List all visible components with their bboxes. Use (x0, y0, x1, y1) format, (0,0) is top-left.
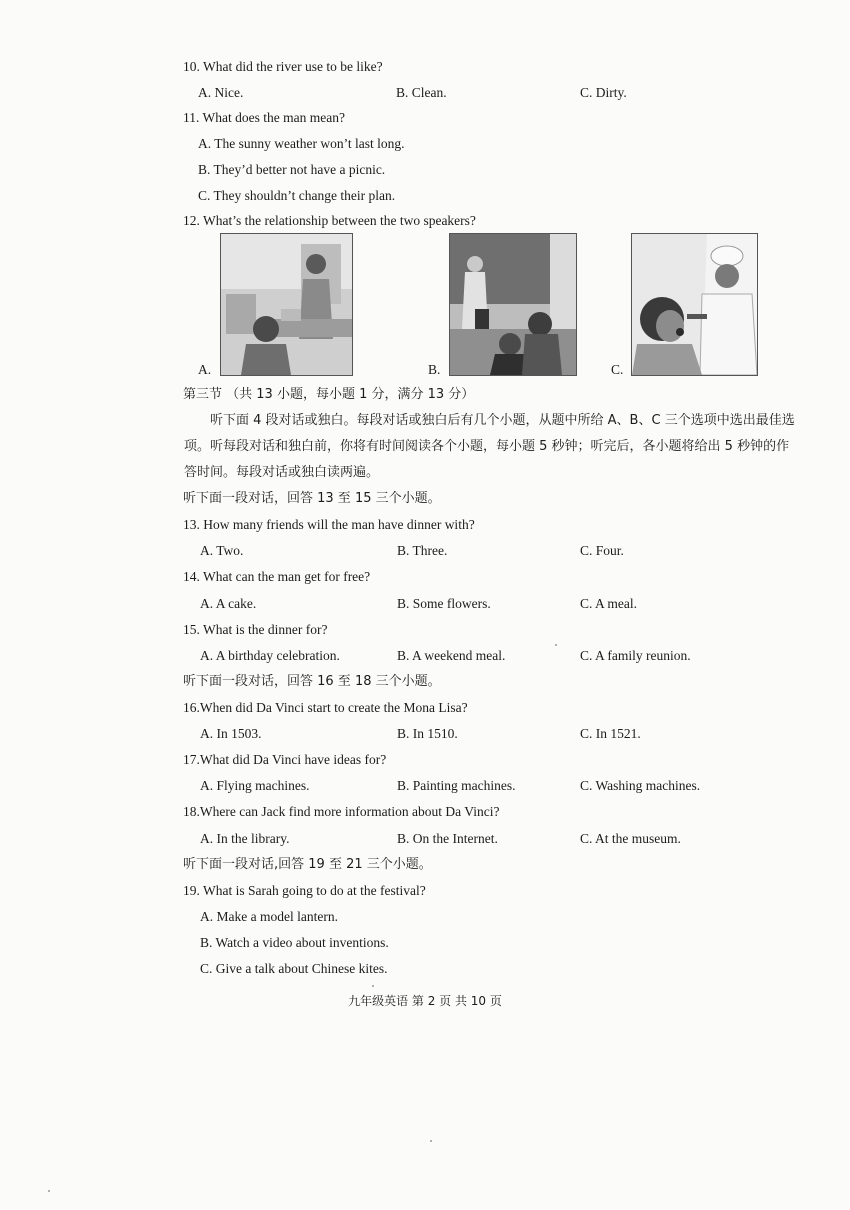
q12-stem: 12. What’s the relationship between the two speakers? (183, 213, 476, 228)
scan-speck (555, 644, 557, 646)
q15-stem: 15. What is the dinner for? (183, 622, 328, 637)
q12-option-a-label: A. (198, 362, 212, 377)
q18-stem: 18.Where can Jack find more information about Da Vinci? (183, 804, 500, 819)
q16-option-a: A. In 1503. (200, 726, 262, 741)
q18-option-b: B. On the Internet. (397, 831, 498, 846)
prompt-19-21: 听下面一段对话,回答 19 至 21 三个小题。 (183, 857, 432, 872)
q19-option-b: B. Watch a video about inventions. (200, 935, 389, 950)
q15-option-c: C. A family reunion. (580, 648, 691, 663)
doctor-patient-image (632, 234, 757, 375)
mother-child-kitchen-image (221, 234, 352, 375)
q12-photo-b (449, 233, 577, 376)
q17-option-b: B. Painting machines. (397, 778, 516, 793)
page-footer: 九年级英语 第 2 页 共 10 页 (348, 994, 502, 1008)
q10-option-a: A. Nice. (198, 85, 244, 100)
q15-option-b: B. A weekend meal. (397, 648, 506, 663)
q14-stem: 14. What can the man get for free? (183, 569, 371, 584)
prompt-16-18: 听下面一段对话，回答 16 至 18 三个小题。 (183, 674, 441, 689)
scan-speck (430, 1140, 432, 1142)
q19-option-c: C. Give a talk about Chinese kites. (200, 961, 388, 976)
q19-option-a: A. Make a model lantern. (200, 909, 338, 924)
q17-option-c: C. Washing machines. (580, 778, 701, 793)
q10-stem: 10. What did the river use to be like? (183, 59, 383, 74)
q10-option-b: B. Clean. (396, 85, 447, 100)
q11-option-a: A. The sunny weather won’t last long. (198, 136, 405, 151)
q11-option-c: C. They shouldn’t change their plan. (198, 188, 396, 203)
q12-photo-a (220, 233, 353, 376)
section3-instructions: 听下面 4 段对话或独白。每段对话或独白后有几个小题，从题中所给 A、B、C 三个选项中选出最佳选项。听每段对话和独白前，你将有时间阅读各个小题，每小题 5 秒钟；听完后，各小题将给出 5 秒钟的作答时间。每段对话或独白读两遍。 (184, 413, 795, 480)
q13-option-b: B. Three. (397, 543, 448, 558)
q16-stem: 16.When did Da Vinci start to create the Mona Lisa? (183, 700, 468, 715)
q17-option-a: A. Flying machines. (200, 778, 310, 793)
q13-option-c: C. Four. (580, 543, 624, 558)
q12-option-c-label: C. (611, 362, 624, 377)
q12-option-b-label: B. (428, 362, 441, 377)
q16-option-b: B. In 1510. (397, 726, 458, 741)
q13-option-a: A. Two. (200, 543, 244, 558)
q14-option-c: C. A meal. (580, 596, 637, 611)
prompt-13-15: 听下面一段对话，回答 13 至 15 三个小题。 (183, 491, 441, 506)
q14-option-b: B. Some flowers. (397, 596, 491, 611)
q18-option-a: A. In the library. (200, 831, 290, 846)
q18-option-c: C. At the museum. (580, 831, 681, 846)
q19-stem: 19. What is Sarah going to do at the festival? (183, 883, 426, 898)
q10-option-c: C. Dirty. (580, 85, 627, 100)
q11-stem: 11. What does the man mean? (183, 110, 345, 125)
q16-option-c: C. In 1521. (580, 726, 641, 741)
scan-speck (372, 985, 374, 987)
teacher-classroom-image (450, 234, 576, 375)
section3-heading: 第三节 （共 13 小题，每小题 1 分，满分 13 分） (183, 387, 475, 402)
q17-stem: 17.What did Da Vinci have ideas for? (183, 752, 387, 767)
q12-photo-c (631, 233, 758, 376)
q11-option-b: B. They’d better not have a picnic. (198, 162, 386, 177)
scan-speck (48, 1190, 50, 1192)
q15-option-a: A. A birthday celebration. (200, 648, 340, 663)
q13-stem: 13. How many friends will the man have dinner with? (183, 517, 475, 532)
q14-option-a: A. A cake. (200, 596, 257, 611)
